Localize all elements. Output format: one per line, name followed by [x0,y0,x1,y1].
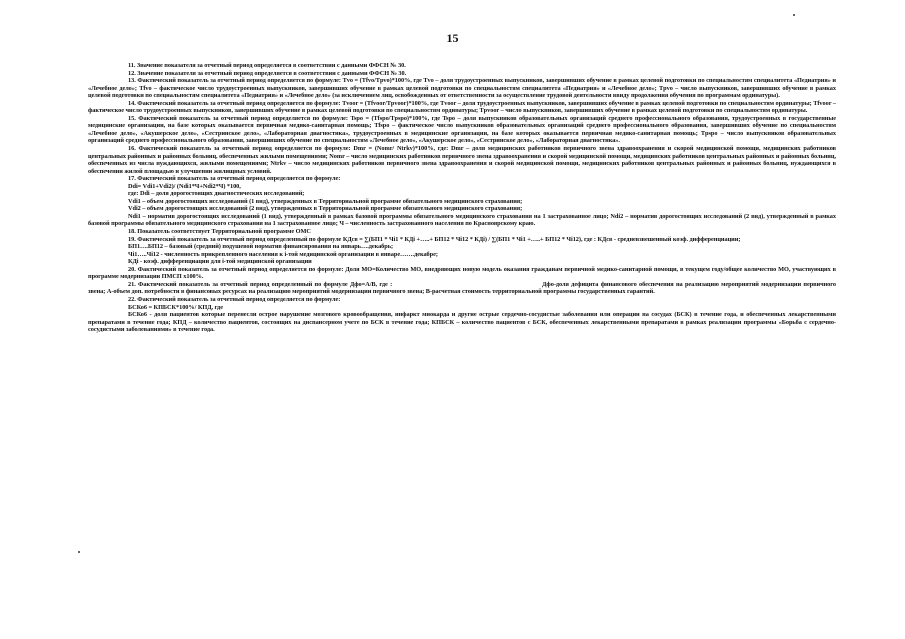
paragraph-21 [88,281,836,296]
formula-22: БСКо6 = КПБСК*100%/ КПД, где [128,303,223,311]
paragraph-15: 15. Фактический показатель за отчетный период определяется по формуле: Tspo = (Tfspo/Tpspo)*100%, где Tspo – доля выпускников образовательных организаций среднего профессионального образования, трудоустроенных в государственные медицинские организации, на базе которых оказывается первичная медико-санитарная помощь; Tfspo – фактическое число выпускников образовательных организаций среднего профессионального образования, завершивших обучение по специальностям «Лечебное дело», «Акушерское дело», «Сестринское дело», «Лабораторная диагностика», трудоустроенных в медицинские организации, на базе которых оказывается первичная медико-санитарная помощь; Tpspo – число выпускников образовательных организаций среднего профессионального образования, завершивших обучение по специальностям «Лечебное дело», «Акушерское дело», «Сестринское дело», «Лабораторная диагностика». [88,114,836,145]
definition-vdi2: Vdi2 – объем дорогостоящих исследований (2 вид), утвержденных в Территориальной программе обязательного медицинского страхования; [128,205,523,213]
paragraph-18: 18. Показатель соответствует Территориальной программе ОМС [128,228,311,236]
scan-speck [793,14,795,16]
paragraph-19: 19. Фактический показатель за отчетный период определенный по формуле КДсв = ∑(БП1 * Чi1 * КДi +…..+ БП12 * Чi12 * КДi) / ∑(БП1 * Чi1 +…..+ БП12 * Чi12), где : КДсв - средневзвешенный коэф. дифференциации; [128,235,741,243]
scan-speck [78,551,80,553]
paragraph-14: 14. Фактический показатель за отчетный период определяется по формуле: Tvoor = (Tfvoor/Tpvoor)*100%, где Tvoor – доля трудоустроенных выпускников, завершивших обучение в рамках целевой подготовки по специальностям ординатуры; Tfvoor – фактическое число трудоустроенных выпускников, завершивших обучение в рамках целевой подготовки по специальностям ординатуры; Tpvoor – число выпускников, завершивших обучение в рамках целевой подготовки по специальностям ординатуры. [88,99,836,115]
paragraph-11: 11. Значение показателя за отчетный период определяется в соответствии с данными ФФСН № 30. [128,62,406,69]
paragraph-20: 20. Фактический показатель за отчетный период определяется по формуле: Доля МО=Количество МО, внедряющих новую модель оказания гражданам первичной медико-санитарной помощи, в текущем году/общее количество МО, участвующих в программе модернизации ПМСП х100%. [88,265,836,281]
paragraph-12: 12. Значение показателя за отчетный период определяется в соответствии с данными ФФСН № 30. [128,69,407,77]
formula-22-where: БСКо6 - доля пациентов которые перенесли острое нарушение мозгового кровообращения, инфаркт миокарда и другие острые сердечно-сосудистые заболевания или операции на сосудах (БСК) в течение года, и обеспеченных лекарственными препаратами в течение года; КПД – количество пациентов, состоящих на диспансерном учете по БСК в течение года; КПБСК – количество пациентов с БСК, обеспеченных лекарственными препаратами в рамках реализации программы «Борьба с сердечно-сосудистыми заболеваниями» в течение года. [88,311,836,334]
paragraph-17: 17. Фактический показатель за отчетный период определяется по формуле: [128,175,341,183]
definition-bp: БП1….БП12 – базовый (средний) подушевой норматив финансирования на январь….декабрь; [128,243,394,251]
definition-vdi1: Vdi1 – объем дорогостоящих исследований (1 вид), утвержденных в Территориальной программе обязательного медицинского страхования; [128,197,523,205]
paragraph-13: 13. Фактический показатель за отчетный период определяется по формуле: Tvo = (Tfvo/Tpvo)*100%, где Tvo – доля трудоустроенных выпускников, завершивших обучение в рамках целевой подготовки по специальностям специалитета «Педиатрия» и «Лечебное дело»; Tfvo – фактическое число трудоустроенных выпускников, завершивших обучение в рамках целевой подготовки по специальностям специалитета «Педиатрия» и «Лечебное дело»; Tpvo – число выпускников, завершивших обучение в рамках целевой подготовки по специальностям специалитета «Педиатрия» и «Лечебное дело» (за исключением лиц, освобожденных от ответственности за осуществление трудовой деятельности ввиду продолжения обучения по программам ординатуры). [88,77,836,100]
paragraph-21-formula: 21. Фактический показатель за отчетный период определенный по формуле Дфо=А/В, где : [128,280,393,288]
definition-kdi: КДi - коэф. дифференциации для i-той медицинской организации [128,258,312,266]
document-body [88,62,836,334]
paragraph-16: 16. Фактический показатель за отчетный период определяется по формуле: Dmr = (Nomr/ Ntrkv)*100%, где: Dmr – доля медицинских работников первичного звена здравоохранения и скорой медицинской помощи, медицинских работников центральных районных и районных больниц, обеспеченных жилыми помещениями; Nomr – число медицинских работников первичного звена здравоохранения и скорой медицинской помощи, медицинских работников центральных районных и районных больниц, обеспеченных из числа нуждающихся, жилыми помещениями; Ntrkv – число медицинских работников первичного звена здравоохранения и скорой медицинской помощи, медицинских работников центральных районных и районных больниц, нуждающихся в обеспечении жилой площадью и улучшении жилищных условий. [88,145,836,175]
page-number: 15 [446,31,459,45]
paragraph-22: 22. Фактический показатель за отчетный период определяется по формуле: [128,295,341,303]
definition-ndi: Ndi1 – норматив дорогостоящих исследований (1 вид), утвержденный в рамках базовой программы обязательного медицинского страхования на 1 застрахованное лицо; Ndi2 – норматив дорогостоящих исследований (2 вид), утвержденный в рамках базовой программы обязательного медицинского страхования на 1 застрахованное лицо; Ч – численность застрахованного населения по Красноярскому краю. [88,212,836,228]
formula-17: Ddi= Vdi1+Vdi2)/ (Ndi1*Ч+Ndi2*Ч) *100, [128,182,241,190]
paragraph-21-definitions: Дфо-доля дефицита финансового обеспечения на реализацию мероприятий модернизации первичного звена; А-объем доп. потребности в финансовых ресурсах на реализацию мероприятий модернизации первичного звена; В-расчетная стоимость территориальной программы государственных гарантий. [88,280,837,296]
formula-17-where: где: Ddi – доля дорогостоящих диагностических исследований; [128,190,305,198]
definition-chi: Чi1…..Чi12 - численность прикрепленного населения к i-той медицинской организации в январе…….декабре; [128,250,438,258]
